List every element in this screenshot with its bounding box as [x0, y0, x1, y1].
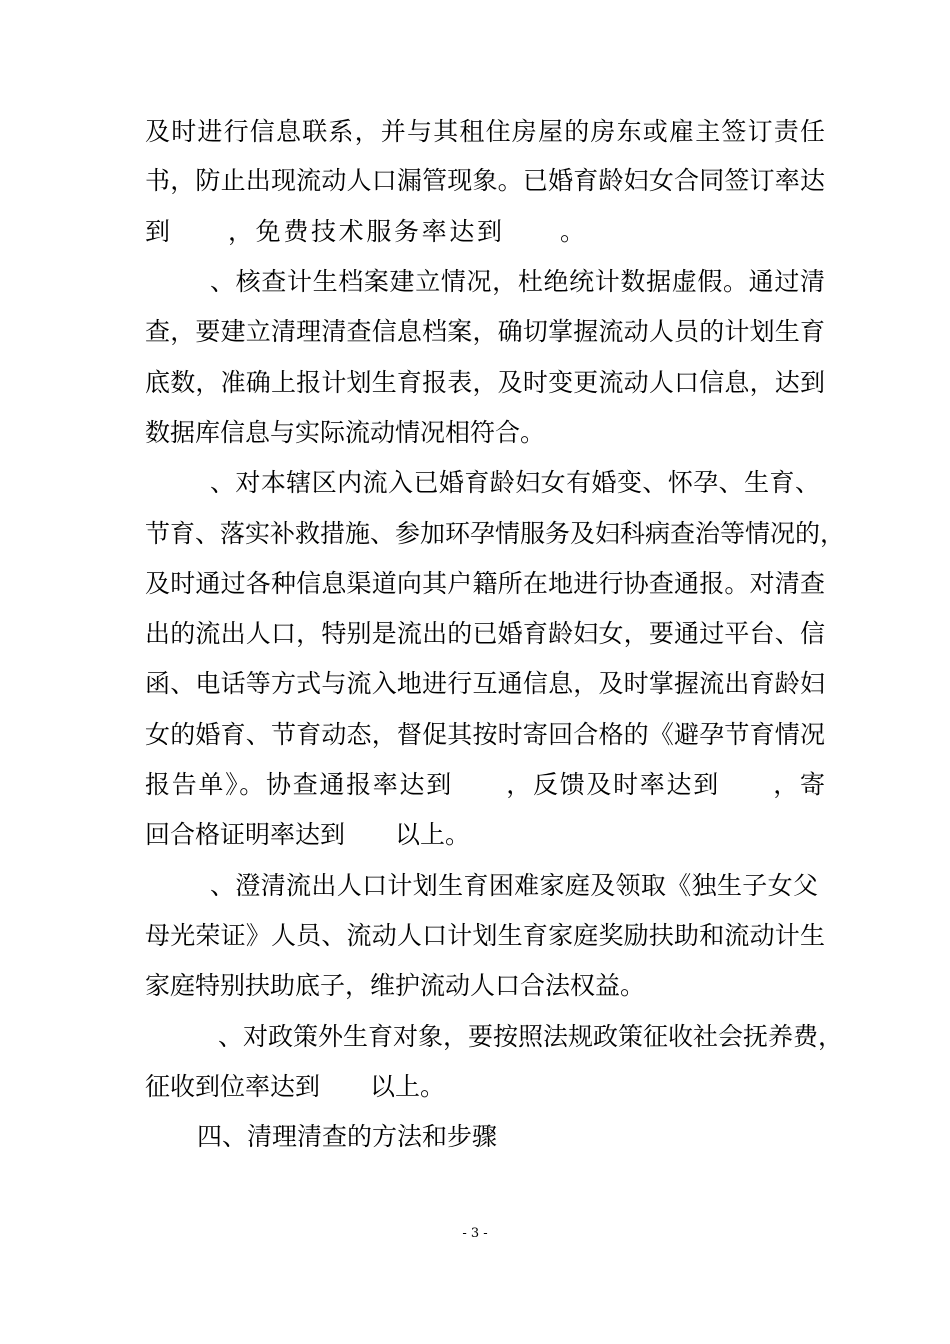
text-line: 征收到位率达到 以上。 [145, 1072, 446, 1101]
text-line: 母光荣证》人员、流动人口计划生育家庭奖励扶助和流动计生 [145, 921, 825, 950]
text-line: 底数，准确上报计划生育报表，及时变更流动人口信息，达到 [145, 368, 825, 397]
text-line: 女的婚育、节育动态，督促其按时寄回合格的《避孕节育情况 [145, 720, 825, 749]
text-line: 、对本辖区内流入已婚育龄妇女有婚变、怀孕、生育、 [210, 468, 820, 497]
text-line: 函、电话等方式与流入地进行互通信息，及时掌握流出育龄妇 [145, 669, 825, 698]
text-line: 节育、落实补救措施、参加环孕情服务及妇科病查治等情况的， [145, 519, 846, 548]
text-line: 、对政策外生育对象，要按照法规政策征收社会抚养费， [218, 1022, 844, 1051]
text-line: 家庭特别扶助底子，维护流动人口合法权益。 [145, 971, 646, 1000]
text-line: 报告单》。协查通报率达到 ，反馈及时率达到 ，寄 [145, 770, 825, 799]
text-line: 、核查计生档案建立情况，杜绝统计数据虚假。通过清 [210, 267, 825, 296]
text-line: 、澄清流出人口计划生育困难家庭及领取《独生子女父 [210, 871, 818, 900]
section-heading: 四、清理清查的方法和步骤 [197, 1122, 498, 1151]
text-line: 及时进行信息联系，并与其租住房屋的房东或雇主签订责任 [145, 117, 825, 146]
text-line: 查，要建立清理清查信息档案，确切掌握流动人员的计划生育 [145, 317, 825, 346]
text-line: 出的流出人口，特别是流出的已婚育龄妇女，要通过平台、信 [145, 619, 825, 648]
text-line: 到 ，免费技术服务率达到 。 [145, 217, 585, 246]
text-line: 及时通过各种信息渠道向其户籍所在地进行协查通报。对清查 [145, 569, 825, 598]
text-line: 回合格证明率达到 以上。 [145, 820, 471, 849]
text-line: 书，防止出现流动人口漏管现象。已婚育龄妇女合同签订率达 [145, 166, 825, 195]
text-line: 数据库信息与实际流动情况相符合。 [145, 418, 546, 447]
page-number: - 3 - [462, 1226, 488, 1241]
